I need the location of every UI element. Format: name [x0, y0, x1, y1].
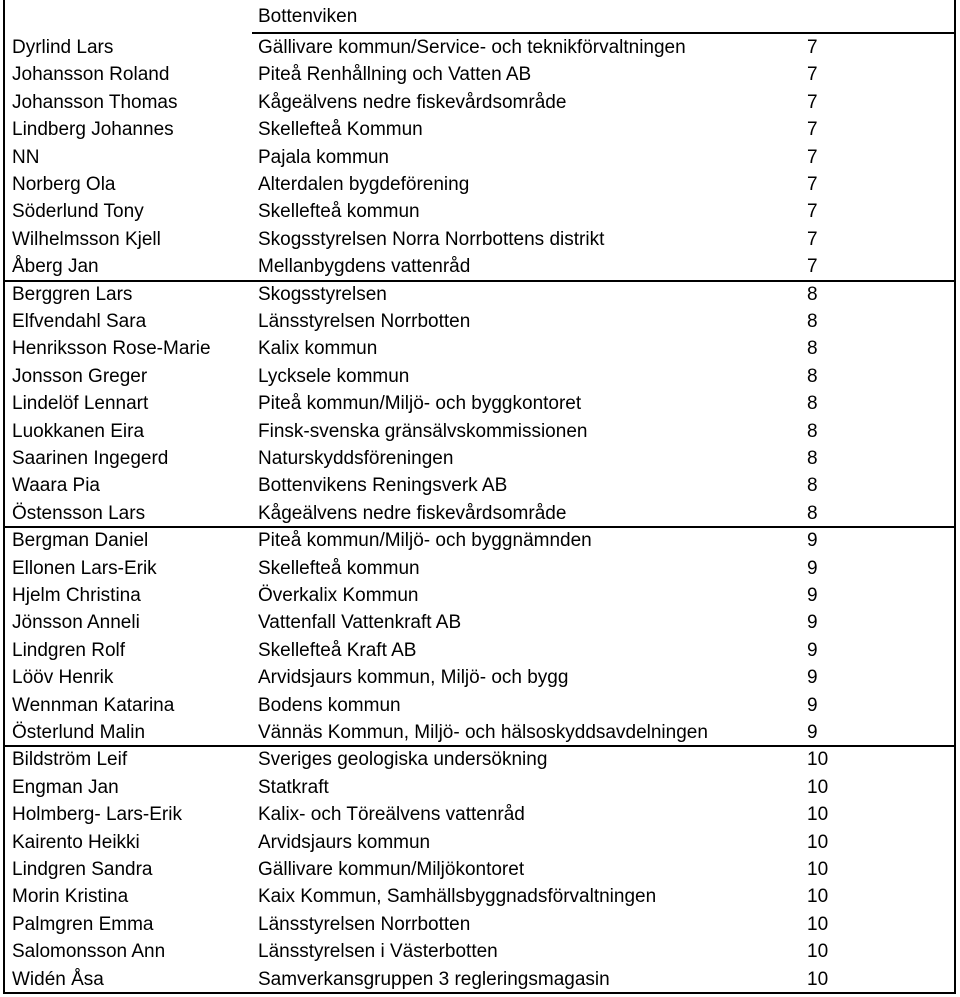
participant-name: Ellonen Lars-Erik [12, 557, 157, 579]
group-number: 10 [807, 886, 829, 908]
table-row [3, 527, 956, 554]
organization-name: Kaix Kommun, Samhällsbyggnadsförvaltningen [258, 886, 657, 908]
participant-name: Åberg Jan [12, 256, 99, 278]
group-number: 9 [807, 612, 818, 634]
organization-name: Länsstyrelsen Norrbotten [258, 913, 471, 935]
organization-name: Alterdalen bygdeförening [258, 174, 470, 195]
participant-name: Kairento Heikki [12, 831, 140, 853]
participant-name: Salomonsson Ann [12, 941, 166, 963]
group-number: 7 [807, 228, 818, 250]
organization-name: Bodens kommun [258, 694, 401, 716]
group-number: 10 [807, 859, 829, 880]
organization-name: Länsstyrelsen i Västerbotten [258, 941, 498, 963]
group-number: 10 [807, 776, 829, 798]
organization-name: Länsstyrelsen Norrbotten [258, 311, 471, 332]
organization-name: Samverkansgruppen 3 regleringsmagasin [258, 968, 610, 990]
participant-name: Lindgren Rolf [12, 639, 126, 661]
table-row [3, 774, 956, 801]
participant-name: Bergman Daniel [12, 530, 149, 552]
group-number: 8 [807, 502, 818, 524]
group-number: 7 [807, 91, 818, 113]
organization-name: Gällivare kommun/Service- och teknikförvaltningen [258, 37, 686, 58]
table-row [3, 363, 956, 390]
table-row [3, 664, 956, 691]
participant-name: Berggren Lars [12, 283, 133, 305]
group-number: 7 [807, 174, 818, 195]
table-row [3, 472, 956, 499]
participant-name: Jönsson Anneli [12, 612, 140, 634]
table-row [3, 911, 956, 938]
organization-name: Skogsstyrelsen [258, 283, 387, 305]
organization-name: Skellefteå Kraft AB [258, 639, 417, 661]
organization-name: Piteå kommun/Miljö- och byggnämnden [258, 530, 592, 552]
organization-name: Pajala kommun [258, 146, 389, 168]
group-number: 8 [807, 475, 818, 497]
participant-name: Morin Kristina [12, 886, 129, 908]
group-number: 9 [807, 694, 818, 716]
table-row [3, 801, 956, 828]
group-number: 8 [807, 448, 818, 469]
group-number: 9 [807, 557, 818, 579]
participant-name: NN [12, 146, 40, 168]
organization-name: Vattenfall Vattenkraft AB [258, 612, 462, 634]
participant-name: Waara Pia [12, 475, 100, 497]
organization-name: Vännäs Kommun, Miljö- och hälsoskyddsavdelningen [258, 722, 708, 743]
participant-name: Engman Jan [12, 776, 119, 798]
participant-name: Söderlund Tony [12, 201, 144, 223]
group-number: 8 [807, 311, 818, 332]
header-cell [252, 0, 956, 34]
organization-name: Skellefteå kommun [258, 201, 420, 223]
group-number: 8 [807, 338, 818, 360]
table-row [3, 198, 956, 225]
group-number: 7 [807, 37, 818, 58]
group-number: 7 [807, 201, 818, 223]
table-header-title: Bottenviken [258, 6, 358, 27]
group-number: 10 [807, 913, 829, 935]
participant-name: Lindelöf Lennart [12, 393, 149, 415]
organization-name: Kågeälvens nedre fiskevårdsområde [258, 91, 567, 113]
table-row [3, 89, 956, 116]
table-row [3, 445, 956, 472]
participant-name: Östensson Lars [12, 502, 146, 524]
organization-name: Piteå Renhållning och Vatten AB [258, 64, 532, 86]
organization-name: Bottenvikens Reningsverk AB [258, 475, 508, 497]
group-number: 8 [807, 283, 818, 305]
organization-name: Mellanbygdens vattenråd [258, 256, 471, 278]
organization-name: Överkalix Kommun [258, 585, 419, 606]
organization-name: Skellefteå Kommun [258, 119, 423, 141]
group-number: 7 [807, 146, 818, 168]
participant-name: Österlund Malin [12, 722, 146, 743]
participant-name: Johansson Roland [12, 64, 170, 86]
table-row [3, 226, 956, 253]
group-number: 9 [807, 722, 818, 743]
table-row [3, 144, 956, 171]
participant-name: Lööv Henrik [12, 667, 114, 689]
table-row [3, 308, 956, 335]
participant-name: Bildström Leif [12, 749, 128, 771]
participant-name: Palmgren Emma [12, 913, 154, 935]
organization-name: Arvidsjaurs kommun, Miljö- och bygg [258, 667, 569, 689]
organization-name: Lycksele kommun [258, 365, 410, 387]
group-number: 8 [807, 393, 818, 415]
table-row [3, 116, 956, 143]
organization-name: Skellefteå kommun [258, 557, 420, 579]
organization-name: Statkraft [258, 776, 329, 798]
table-row [3, 829, 956, 856]
group-number: 7 [807, 256, 818, 278]
participant-name: Elfvendahl Sara [12, 311, 147, 332]
table-row [3, 61, 956, 88]
participant-name: Dyrlind Lars [12, 37, 114, 58]
group-number: 10 [807, 831, 829, 853]
table-row [3, 938, 956, 965]
participant-name: Wennman Katarina [12, 694, 175, 716]
group-number: 7 [807, 64, 818, 86]
table-row [3, 883, 956, 910]
participant-name: Luokkanen Eira [12, 420, 145, 442]
participant-name: Henriksson Rose-Marie [12, 338, 211, 360]
participant-name: Widén Åsa [12, 968, 104, 990]
organization-name: Finsk-svenska gränsälvskommissionen [258, 420, 588, 442]
participant-name: Johansson Thomas [12, 91, 178, 113]
group-number: 8 [807, 420, 818, 442]
table-row [3, 418, 956, 445]
participant-name: Saarinen Ingegerd [12, 448, 169, 469]
organization-name: Gällivare kommun/Miljökontoret [258, 859, 525, 880]
participant-name: Hjelm Christina [12, 585, 141, 606]
group-number: 10 [807, 968, 829, 990]
group-number: 9 [807, 639, 818, 661]
organization-name: Skogsstyrelsen Norra Norrbottens distrikt [258, 228, 605, 250]
organization-name: Kågeälvens nedre fiskevårdsområde [258, 502, 567, 524]
group-number: 9 [807, 667, 818, 689]
participant-name: Lindberg Johannes [12, 119, 174, 141]
organization-name: Arvidsjaurs kommun [258, 831, 431, 853]
table-row [3, 856, 956, 883]
table-row [3, 582, 956, 609]
table-row [3, 555, 956, 582]
participant-name: Norberg Ola [12, 174, 116, 195]
participant-name: Wilhelmsson Kjell [12, 228, 161, 250]
table-row [3, 966, 956, 993]
table-row [3, 692, 956, 719]
group-number: 7 [807, 119, 818, 141]
group-number: 10 [807, 749, 829, 771]
organization-name: Sveriges geologiska undersökning [258, 749, 548, 771]
participant-name: Holmberg- Lars-Erik [12, 804, 182, 826]
table-row [3, 253, 956, 280]
table-row [3, 609, 956, 636]
organization-name: Kalix- och Töreälvens vattenråd [258, 804, 525, 826]
table-row [3, 719, 956, 746]
participant-name: Jonsson Greger [12, 365, 148, 387]
table-row [3, 34, 956, 61]
table-row [3, 281, 956, 308]
table-row [3, 637, 956, 664]
table-row [3, 746, 956, 773]
group-number: 9 [807, 585, 818, 606]
group-number: 9 [807, 530, 818, 552]
organization-name: Piteå kommun/Miljö- och byggkontoret [258, 393, 582, 415]
organization-name: Naturskyddsföreningen [258, 448, 454, 469]
table-row [3, 500, 956, 527]
table-row [3, 390, 956, 417]
participant-name: Lindgren Sandra [12, 859, 153, 880]
table-row [3, 335, 956, 362]
table-row [3, 171, 956, 198]
organization-name: Kalix kommun [258, 338, 378, 360]
group-number: 10 [807, 941, 829, 963]
group-number: 8 [807, 365, 818, 387]
group-number: 10 [807, 804, 829, 826]
